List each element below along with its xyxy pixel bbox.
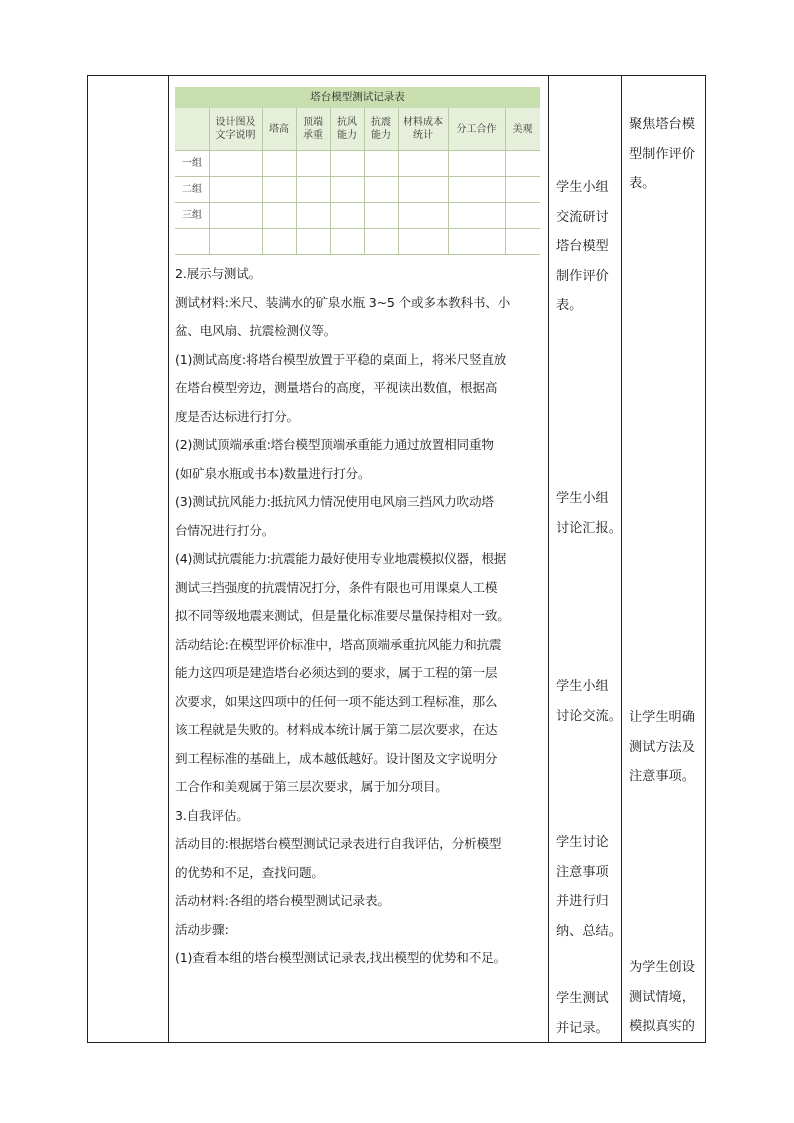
text-line: (4)测试抗震能力:抗震能力最好使用专业地震模拟仪器，根据 xyxy=(175,551,507,566)
student-text-line: 并进行归 xyxy=(556,894,609,909)
intent-text-line: 测试情境， xyxy=(629,989,695,1005)
record-table-header-cell xyxy=(175,108,209,150)
activity-text xyxy=(175,260,547,973)
intent-block xyxy=(629,110,695,199)
text-line: 到工程标准的基础上，成本越低越好。设计图及文字说明分 xyxy=(175,750,498,766)
text-line: (3)测试抗风能力:抵抗风力情况使用电风扇三挡风力吹动塔 xyxy=(175,494,494,509)
text-line: 拟不同等级地震来测试，但是量化标准要尽量保持相对一致。 xyxy=(175,608,510,623)
intent-text-line: 型制作评价 xyxy=(629,146,695,162)
record-table-header-cell: 设计图及 文字说明 xyxy=(215,117,256,141)
student-text-line: 学生小组 xyxy=(556,491,609,506)
text-line: 的优势和不足，查找问题。 xyxy=(175,864,324,880)
intent-block xyxy=(629,953,695,1042)
text-line: (1)查看本组的塔台模型测试记录表,找出模型的优势和不足。 xyxy=(175,950,506,965)
student-block xyxy=(556,672,622,731)
record-table-row-label xyxy=(175,228,209,254)
student-text-line: 学生小组 xyxy=(556,180,609,195)
text-line: (如矿泉水瓶或书本)数量进行打分。 xyxy=(175,465,371,481)
student-text-line: 纳、总结。 xyxy=(556,923,622,939)
teaching-content-column xyxy=(168,76,548,1042)
text-line: 活动材料:各组的塔台模型测试记录表。 xyxy=(175,893,390,908)
record-table-title: 塔台模型测试记录表 xyxy=(175,87,540,108)
text-line: 在塔台模型旁边，测量塔台的高度，平视读出数值，根据高 xyxy=(175,380,498,395)
student-block xyxy=(556,828,622,946)
student-activity-column xyxy=(549,76,621,1042)
text-line: 活动步骤: xyxy=(175,921,229,937)
intent-text-line: 聚焦塔台模 xyxy=(629,117,695,132)
text-line: 能力这四项是建造塔台必须达到的要求，属于工程的第一层 xyxy=(175,665,498,680)
text-line: 盆、电风扇、抗震检测仪等。 xyxy=(175,323,337,338)
student-block xyxy=(556,484,622,543)
intent-text-line: 表。 xyxy=(629,176,656,191)
record-table-grid xyxy=(175,108,540,255)
text-line: 台情况进行打分。 xyxy=(175,522,275,538)
record-table-row-label: 二组 xyxy=(182,183,202,195)
text-line: 活动目的:根据塔台模型测试记录表进行自我评估，分析模型 xyxy=(175,836,502,851)
student-block xyxy=(556,984,609,1043)
record-table-header-cell: 分工合作 xyxy=(456,123,497,135)
text-line: 测试三挡强度的抗震情况打分，条件有限也可用课桌人工模 xyxy=(175,579,498,595)
student-text-line: 学生测试 xyxy=(556,991,609,1006)
text-line: 3.自我评估。 xyxy=(175,807,249,823)
student-text-line: 制作评价 xyxy=(556,268,609,284)
student-text-line: 讨论汇报。 xyxy=(556,520,622,536)
record-table-header-cell: 美观 xyxy=(512,123,533,135)
student-text-line: 塔台模型 xyxy=(556,239,609,254)
tower-model-record-table xyxy=(175,87,540,254)
text-line: (2)测试顶端承重:塔台模型顶端承重能力通过放置相同重物 xyxy=(175,437,494,452)
intent-text-line: 测试方法及 xyxy=(629,739,695,755)
student-text-line: 学生讨论 xyxy=(556,835,609,850)
intent-text-line: 为学生创设 xyxy=(629,960,695,975)
record-table-header-cell: 顶端 承重 xyxy=(303,117,323,141)
student-text-line: 注意事项 xyxy=(556,864,609,880)
intent-block xyxy=(629,703,695,792)
text-line: 工合作和美观属于第三层次要求，属于加分项目。 xyxy=(175,779,448,794)
record-table-header-cell: 抗震 能力 xyxy=(371,117,391,141)
intent-text-line: 让学生明确 xyxy=(629,710,695,725)
record-table-row-line xyxy=(175,228,540,229)
student-text-line: 并记录。 xyxy=(556,1020,609,1036)
student-text-line: 表。 xyxy=(556,298,583,313)
record-table-header-cell: 塔高 xyxy=(269,123,289,135)
text-line: (1)测试高度:将塔台模型放置于平稳的桌面上，将米尺竖直放 xyxy=(175,351,507,367)
record-table-row-label: 三组 xyxy=(182,209,202,221)
design-intent-column xyxy=(622,76,706,1042)
student-text-line: 讨论交流。 xyxy=(556,708,622,724)
intent-text-line: 注意事项。 xyxy=(629,769,695,784)
record-table-header-cell: 抗风 能力 xyxy=(337,117,357,141)
intent-text-line: 模拟真实的 xyxy=(629,1019,695,1034)
record-table-row-line xyxy=(175,202,540,203)
student-block xyxy=(556,173,609,321)
text-line: 度是否达标进行打分。 xyxy=(175,408,299,424)
record-table-header-cell: 材料成本 统计 xyxy=(403,117,443,141)
record-table-row-label: 一组 xyxy=(182,157,202,169)
record-table-row-line xyxy=(175,150,540,151)
lesson-plan-table xyxy=(87,75,706,1043)
student-text-line: 学生小组 xyxy=(556,679,609,694)
student-text-line: 交流研讨 xyxy=(556,209,609,225)
text-line: 2.展示与测试。 xyxy=(175,266,261,281)
text-line: 测试材料:米尺、装满水的矿泉水瓶 3~5 个或多本教科书、小 xyxy=(175,294,511,310)
record-table-row-line xyxy=(175,176,540,177)
text-line: 该工程就是失败的。材料成本统计属于第二层次要求，在达 xyxy=(175,722,498,737)
text-line: 次要求，如果这四项中的任何一项不能达到工程标准，那么 xyxy=(175,693,498,709)
text-line: 活动结论:在模型评价标准中，塔高顶端承重抗风能力和抗震 xyxy=(175,636,502,652)
